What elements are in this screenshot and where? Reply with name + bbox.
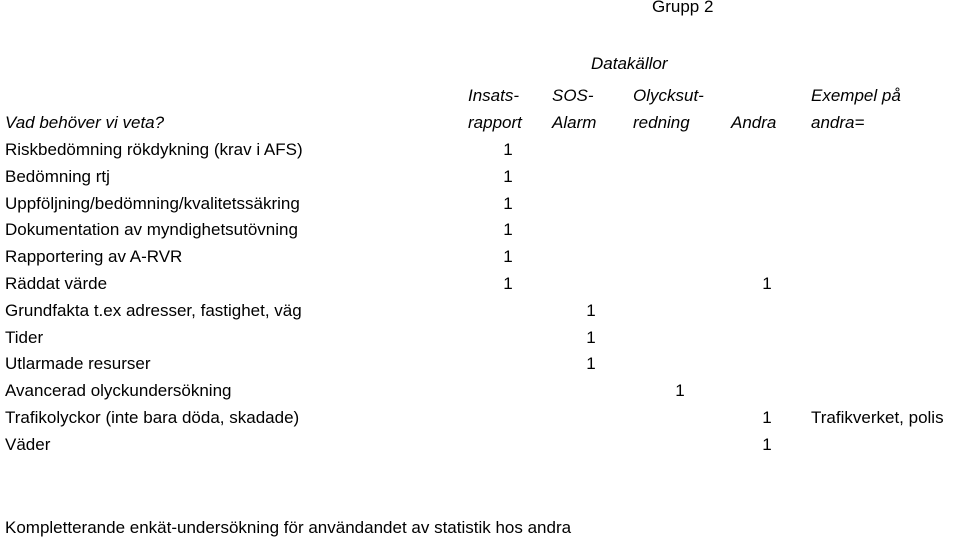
col-olycks-line2: redning bbox=[633, 113, 690, 132]
cell-insats: 1 bbox=[503, 167, 513, 186]
cell-insats: 1 bbox=[503, 274, 513, 293]
cell-andra: 1 bbox=[762, 435, 772, 454]
cell-insats: 1 bbox=[503, 247, 513, 266]
cell-exempel: Trafikverket, polis bbox=[811, 408, 944, 427]
row-label: Uppföljning/bedömning/kvalitetssäkring bbox=[5, 194, 300, 213]
cell-sos: 1 bbox=[586, 301, 596, 320]
footer-text: Kompletterande enkät-undersökning för användandet av statistik hos andra bbox=[5, 518, 572, 537]
cell-olycks: 1 bbox=[675, 381, 685, 400]
col-sos-line2: Alarm bbox=[552, 113, 597, 132]
row-label: Räddat värde bbox=[5, 274, 108, 293]
group-label: Grupp 2 bbox=[652, 0, 714, 16]
cell-insats: 1 bbox=[503, 220, 513, 239]
row-label: Grundfakta t.ex adresser, fastighet, väg bbox=[5, 301, 302, 320]
col-exempel-line1: Exempel på bbox=[811, 86, 901, 105]
col-insats-line1: Insats- bbox=[468, 86, 520, 105]
cell-insats: 1 bbox=[503, 140, 513, 159]
col-insats-line2: rapport bbox=[468, 113, 522, 132]
cell-andra: 1 bbox=[762, 274, 772, 293]
col-olycks-line1: Olycksut- bbox=[633, 86, 704, 105]
row-label: Bedömning rtj bbox=[5, 167, 110, 186]
row-label: Utlarmade resurser bbox=[5, 354, 151, 373]
row-label: Avancerad olyckundersökning bbox=[5, 381, 232, 400]
row-label: Rapportering av A-RVR bbox=[5, 247, 183, 266]
col-andra: Andra bbox=[731, 113, 777, 132]
datakallor-header: Datakällor bbox=[591, 54, 668, 73]
row-label: Väder bbox=[5, 435, 51, 454]
cell-sos: 1 bbox=[586, 354, 596, 373]
row-label: Tider bbox=[5, 328, 44, 347]
question-header: Vad behöver vi veta? bbox=[5, 113, 165, 132]
cell-insats: 1 bbox=[503, 194, 513, 213]
row-label: Riskbedömning rökdykning (krav i AFS) bbox=[5, 140, 303, 159]
cell-andra: 1 bbox=[762, 408, 772, 427]
col-sos-line1: SOS- bbox=[552, 86, 594, 105]
row-label: Dokumentation av myndighetsutövning bbox=[5, 220, 298, 239]
row-label: Trafikolyckor (inte bara döda, skadade) bbox=[5, 408, 300, 427]
col-exempel-line2: andra= bbox=[811, 113, 865, 132]
cell-sos: 1 bbox=[586, 328, 596, 347]
